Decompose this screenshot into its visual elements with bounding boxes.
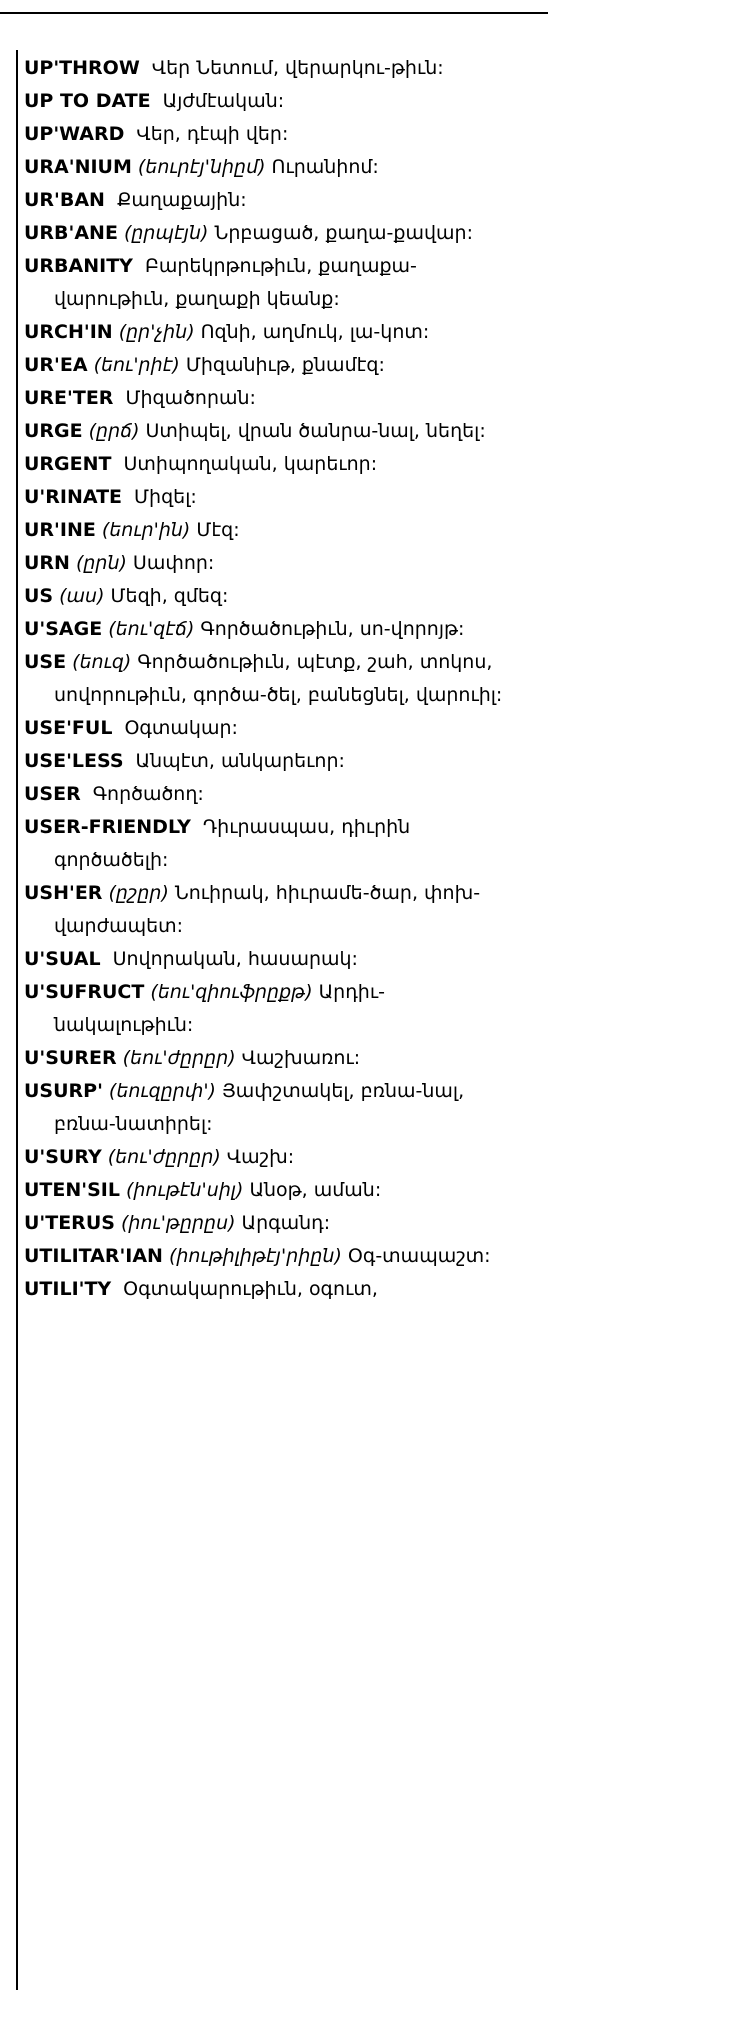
definition: Միզածորան: (125, 387, 256, 409)
pronunciation: (եու'ժըրըր) (122, 1047, 236, 1069)
definition: Միզանիւթ, քնամէզ: (185, 354, 385, 376)
definition: Նրբացած, քաղա-քավար: (214, 222, 473, 244)
entry (24, 646, 524, 712)
pronunciation: (եու'ժըրըր) (107, 1146, 221, 1168)
pronunciation: (ըր'չին) (118, 321, 195, 343)
column-rule (16, 50, 18, 1990)
entry (24, 481, 524, 514)
headword: USURP' (24, 1080, 103, 1102)
headword: U'TERUS (24, 1212, 115, 1234)
entry (24, 1141, 524, 1174)
definition: Վաշխառու: (241, 1047, 361, 1069)
headword: UTILITAR'IAN (24, 1245, 163, 1267)
top-rule (0, 12, 548, 14)
entry (24, 151, 524, 184)
entry (24, 811, 524, 877)
pronunciation: (եուրէյ'նիըմ) (137, 156, 266, 178)
definition: Սովորական, հասարակ: (112, 948, 358, 970)
headword: US (24, 585, 54, 607)
pronunciation: (եուզ) (72, 651, 132, 673)
definition: Յափշտակել, բռնա-նալ, բռնա-նատիրել: (54, 1080, 465, 1135)
definition: Արդիւ-նակալութիւն: (54, 981, 385, 1036)
entry (24, 1174, 524, 1207)
definition: Նուիրակ, հիւրամե-ծար, փոխ-վարժապետ: (54, 882, 481, 937)
definition: Անպէտ, անկարեւոր: (135, 750, 345, 772)
entry (24, 1075, 524, 1141)
entry (24, 52, 524, 85)
headword: URCH'IN (24, 321, 113, 343)
headword: USER-FRIENDLY (24, 816, 191, 838)
entry (24, 316, 524, 349)
entry (24, 85, 524, 118)
definition: Վաշխ: (226, 1146, 295, 1168)
pronunciation: (ըշըր) (108, 882, 169, 904)
definition: Օգտակարութիւն, օգուտ, (123, 1278, 378, 1300)
headword: UP'WARD (24, 123, 125, 145)
headword: UTEN'SIL (24, 1179, 120, 1201)
headword: U'SURY (24, 1146, 102, 1168)
entry (24, 943, 524, 976)
definition: Բարեկրթութիւն, քաղաքա-վարութիւն, քաղաքի կեանք: (54, 255, 417, 310)
entry (24, 118, 524, 151)
pronunciation: (իութէն'սիլ) (125, 1179, 244, 1201)
definition: Ստիպել, վրան ծանրա-նալ, նեղել: (145, 420, 486, 442)
entry (24, 184, 524, 217)
pronunciation: (ըրն) (75, 552, 127, 574)
headword: U'SAGE (24, 618, 103, 640)
headword: U'SUFRUCT (24, 981, 145, 1003)
headword: URGENT (24, 453, 112, 475)
entry (24, 415, 524, 448)
definition: Միզել: (134, 486, 197, 508)
pronunciation: (եու'զէճ) (108, 618, 195, 640)
pronunciation: (աս) (59, 585, 105, 607)
definition: Օգտակար: (124, 717, 238, 739)
definition: Դիւրասպաս, դիւրին գործածելի: (54, 816, 411, 871)
pronunciation: (իու'թըրըս) (120, 1212, 236, 1234)
definition: Գործածութիւն, սո-վորոյթ: (200, 618, 465, 640)
entry (24, 976, 524, 1042)
entry (24, 1042, 524, 1075)
definition: Ոզնի, աղմուկ, լա-կոտ: (200, 321, 430, 343)
entry (24, 1273, 524, 1306)
pronunciation: (ըրճ) (88, 420, 140, 442)
entry (24, 1207, 524, 1240)
headword: URBANITY (24, 255, 133, 277)
headword: USE (24, 651, 67, 673)
definition: Մեզի, զմեզ: (110, 585, 229, 607)
entry (24, 382, 524, 415)
entry (24, 1240, 524, 1273)
headword: UR'INE (24, 519, 96, 541)
entry (24, 745, 524, 778)
definition: Անօթ, աման: (249, 1179, 382, 1201)
headword: USE'FUL (24, 717, 113, 739)
entry (24, 250, 524, 316)
entry (24, 778, 524, 811)
headword: USH'ER (24, 882, 103, 904)
definition: Սափոր: (132, 552, 215, 574)
definition: Գործածող: (92, 783, 204, 805)
pronunciation: (եու'զիուֆրըքթ) (150, 981, 313, 1003)
headword: USE'LESS (24, 750, 124, 772)
definition: Քաղաքային: (116, 189, 247, 211)
definition: Ստիպողական, կարեւոր: (123, 453, 378, 475)
entry (24, 712, 524, 745)
entry (24, 580, 524, 613)
definition: Վեր Նետում, վերարկու-թիւն: (151, 57, 444, 79)
pronunciation: (եուր'ին) (101, 519, 191, 541)
pronunciation: (իութիլիթէյ'րիըն) (168, 1245, 342, 1267)
headword: URA'NIUM (24, 156, 132, 178)
headword: URGE (24, 420, 83, 442)
headword: UR'EA (24, 354, 88, 376)
entry (24, 613, 524, 646)
headword: U'SURER (24, 1047, 117, 1069)
headword: UR'BAN (24, 189, 105, 211)
headword: U'SUAL (24, 948, 101, 970)
headword: UP TO DATE (24, 90, 151, 112)
entry (24, 217, 524, 250)
headword: U'RINATE (24, 486, 123, 508)
pronunciation: (եուզըրփ') (108, 1080, 216, 1102)
definition: Գործածութիւն, պէտք, շահ, տոկոս, սովորութիւն, գործա-ծել, բանեցնել, վարուիլ: (54, 651, 503, 706)
definition: Այժմէական: (162, 90, 285, 112)
definition: Օգ-տապաշտ: (347, 1245, 491, 1267)
definition: Մէզ: (196, 519, 240, 541)
definition: Արգանդ: (241, 1212, 331, 1234)
headword: UTILI'TY (24, 1278, 112, 1300)
headword: URN (24, 552, 70, 574)
definition: Ուրանիոմ: (271, 156, 379, 178)
headword: URE'TER (24, 387, 114, 409)
entry (24, 349, 524, 382)
headword: USER (24, 783, 81, 805)
pronunciation: (եու'րիէ) (93, 354, 180, 376)
dictionary-entries (24, 52, 524, 1306)
headword: URB'ANE (24, 222, 118, 244)
entry (24, 448, 524, 481)
entry (24, 877, 524, 943)
entry (24, 514, 524, 547)
headword: UP'THROW (24, 57, 140, 79)
pronunciation: (ըրպէյն) (123, 222, 209, 244)
entry (24, 547, 524, 580)
definition: Վեր, դէպի վեր: (136, 123, 289, 145)
